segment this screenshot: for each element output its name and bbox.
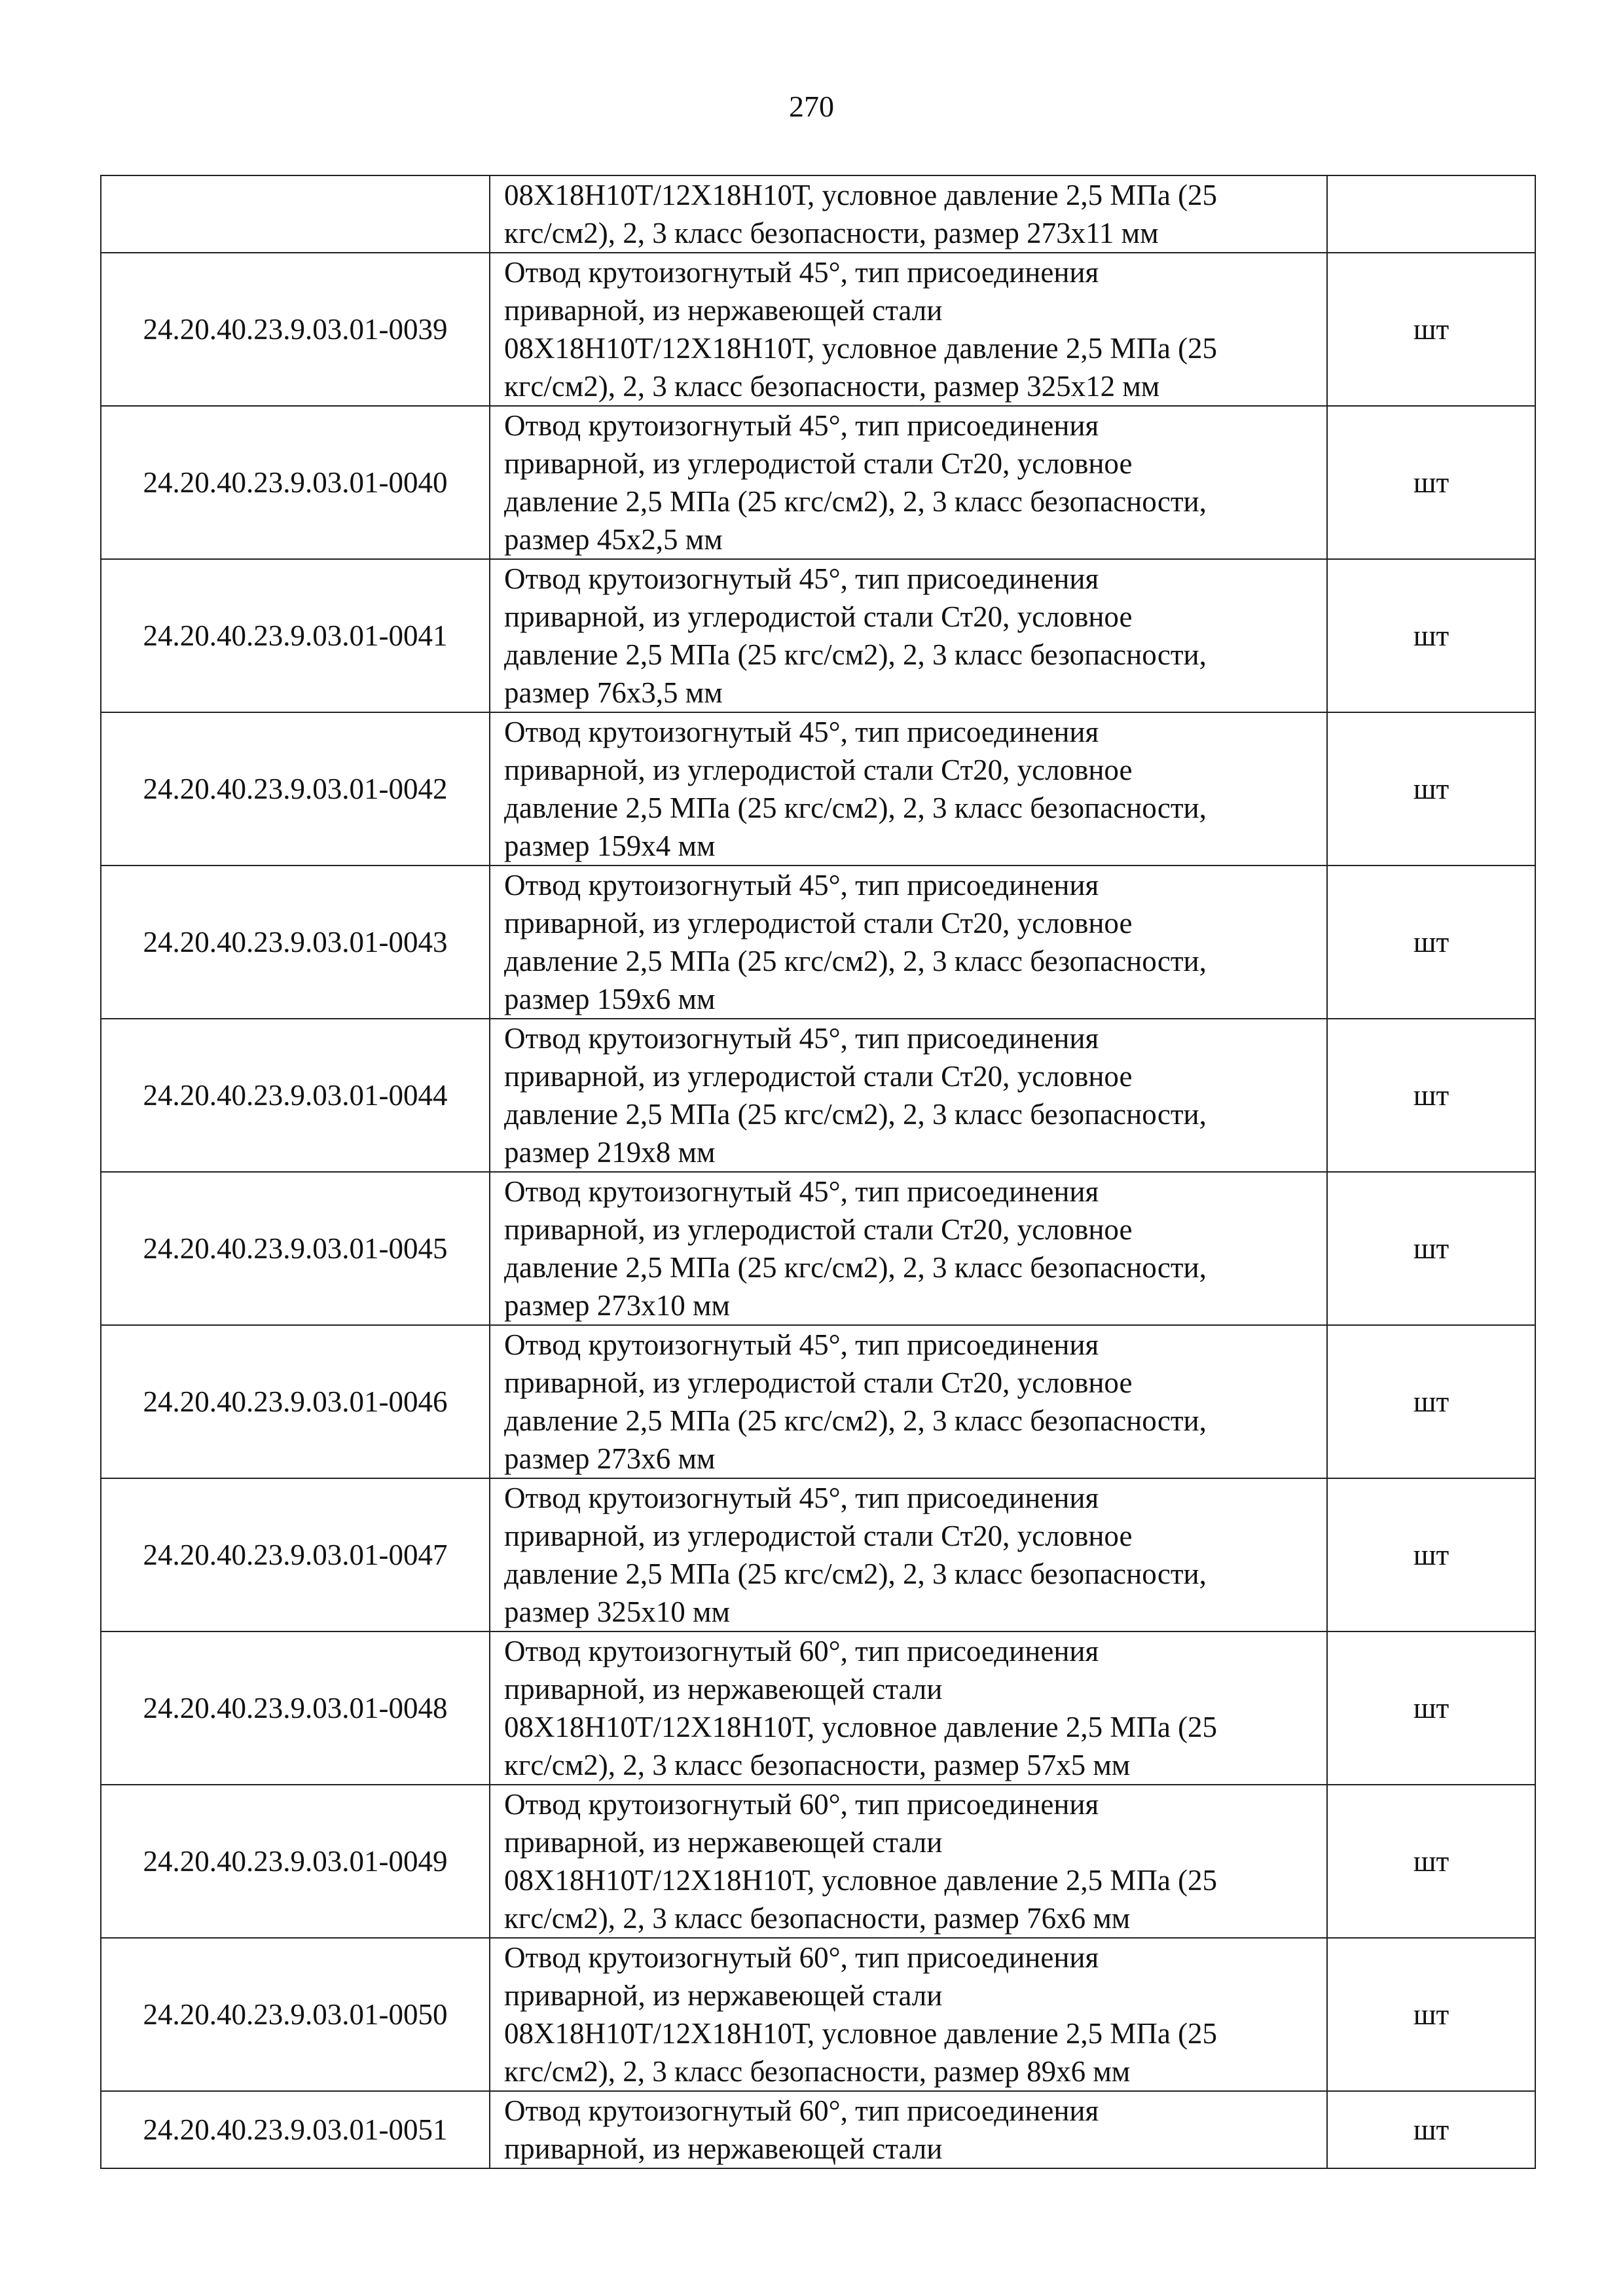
item-code-cell: 24.20.40.23.9.03.01-0050 (101, 1938, 490, 2091)
description-line: кгс/см2), 2, 3 класс безопасности, размер 57х5 мм (504, 1749, 1131, 1781)
table-row (101, 175, 1535, 253)
description-line: приварной, из нержавеющей стали (504, 1826, 943, 1859)
table-row (101, 2091, 1535, 2168)
unit-cell: шт (1327, 406, 1535, 559)
description-line: приварной, из нержавеющей стали (504, 1673, 943, 1705)
description-line: 08Х18Н10Т/12Х18Н10Т, условное давление 2,5 МПа (25 (504, 2017, 1218, 2050)
unit-cell: шт (1327, 712, 1535, 866)
page-number: 270 (789, 90, 834, 123)
item-description-cell (490, 253, 1327, 406)
description-line: приварной, из нержавеющей стали (504, 2132, 943, 2165)
table-row (101, 1631, 1535, 1785)
item-description-cell (490, 866, 1327, 1019)
description-line: размер 273х6 мм (504, 1442, 716, 1475)
table-row (101, 253, 1535, 406)
description-line: давление 2,5 МПа (25 кгс/см2), 2, 3 класс безопасности, (504, 1404, 1207, 1437)
table-row (101, 1785, 1535, 1938)
item-code-cell: 24.20.40.23.9.03.01-0044 (101, 1019, 490, 1172)
description-line: Отвод крутоизогнутый 45°, тип присоединения (504, 869, 1099, 902)
description-line: приварной, из углеродистой стали Ст20, условное (504, 907, 1133, 939)
description-line: Отвод крутоизогнутый 60°, тип присоединения (504, 1635, 1099, 1667)
item-code-cell: 24.20.40.23.9.03.01-0048 (101, 1631, 490, 1785)
description-line: приварной, из углеродистой стали Ст20, условное (504, 1213, 1133, 1246)
description-line: приварной, из углеродистой стали Ст20, условное (504, 600, 1133, 633)
item-code-cell: 24.20.40.23.9.03.01-0046 (101, 1325, 490, 1478)
item-code-cell: 24.20.40.23.9.03.01-0041 (101, 559, 490, 712)
unit-cell: шт (1327, 1478, 1535, 1631)
item-description-cell (490, 1785, 1327, 1938)
description-line: давление 2,5 МПа (25 кгс/см2), 2, 3 класс безопасности, (504, 1558, 1207, 1590)
specification-table (100, 175, 1536, 2169)
description-line: кгс/см2), 2, 3 класс безопасности, размер 273х11 мм (504, 217, 1159, 249)
item-description-cell (490, 175, 1327, 253)
item-code-cell: 24.20.40.23.9.03.01-0051 (101, 2091, 490, 2168)
description-line: размер 159х6 мм (504, 983, 716, 1015)
unit-cell: шт (1327, 1938, 1535, 2091)
unit-cell (1327, 175, 1535, 253)
description-line: приварной, из углеродистой стали Ст20, условное (504, 1366, 1133, 1399)
description-line: приварной, из углеродистой стали Ст20, условное (504, 754, 1133, 786)
item-description-cell (490, 712, 1327, 866)
table-row (101, 1325, 1535, 1478)
table-row (101, 712, 1535, 866)
unit-cell: шт (1327, 866, 1535, 1019)
item-description-cell (490, 1478, 1327, 1631)
item-description-cell (490, 1172, 1327, 1325)
item-description-cell (490, 2091, 1327, 2168)
unit-cell: шт (1327, 1785, 1535, 1938)
description-line: приварной, из углеродистой стали Ст20, условное (504, 447, 1133, 480)
item-description-cell (490, 1325, 1327, 1478)
unit-cell: шт (1327, 1019, 1535, 1172)
description-line: Отвод крутоизогнутый 45°, тип присоединения (504, 1022, 1099, 1055)
description-line: давление 2,5 МПа (25 кгс/см2), 2, 3 класс безопасности, (504, 792, 1207, 824)
description-line: размер 273х10 мм (504, 1289, 731, 1322)
unit-cell: шт (1327, 1631, 1535, 1785)
table-row (101, 1172, 1535, 1325)
item-description-cell (490, 1938, 1327, 2091)
description-line: Отвод крутоизогнутый 45°, тип присоединения (504, 1175, 1099, 1208)
description-line: давление 2,5 МПа (25 кгс/см2), 2, 3 класс безопасности, (504, 1251, 1207, 1284)
description-line: Отвод крутоизогнутый 45°, тип присоединения (504, 1328, 1099, 1361)
item-description-cell (490, 406, 1327, 559)
unit-cell: шт (1327, 559, 1535, 712)
description-line: размер 159х4 мм (504, 829, 716, 862)
description-line: 08Х18Н10Т/12Х18Н10Т, условное давление 2,5 МПа (25 (504, 179, 1218, 211)
item-code-cell: 24.20.40.23.9.03.01-0039 (101, 253, 490, 406)
specification-table-body (101, 175, 1535, 2168)
unit-cell: шт (1327, 2091, 1535, 2168)
table-row (101, 866, 1535, 1019)
item-code-cell: 24.20.40.23.9.03.01-0042 (101, 712, 490, 866)
description-line: Отвод крутоизогнутый 60°, тип присоединения (504, 2094, 1099, 2127)
description-line: давление 2,5 МПа (25 кгс/см2), 2, 3 класс безопасности, (504, 1098, 1207, 1131)
description-line: размер 76х3,5 мм (504, 676, 723, 709)
table-row (101, 1019, 1535, 1172)
item-code-cell: 24.20.40.23.9.03.01-0049 (101, 1785, 490, 1938)
description-line: 08Х18Н10Т/12Х18Н10Т, условное давление 2,5 МПа (25 (504, 332, 1218, 365)
description-line: приварной, из углеродистой стали Ст20, условное (504, 1520, 1133, 1552)
item-code-cell: 24.20.40.23.9.03.01-0047 (101, 1478, 490, 1631)
unit-cell: шт (1327, 1172, 1535, 1325)
description-line: 08Х18Н10Т/12Х18Н10Т, условное давление 2,5 МПа (25 (504, 1711, 1218, 1743)
item-code-cell: 24.20.40.23.9.03.01-0045 (101, 1172, 490, 1325)
description-line: Отвод крутоизогнутый 45°, тип присоединения (504, 562, 1099, 595)
description-line: Отвод крутоизогнутый 45°, тип присоединения (504, 1482, 1099, 1514)
description-line: Отвод крутоизогнутый 60°, тип присоединения (504, 1788, 1099, 1821)
table-row (101, 559, 1535, 712)
description-line: размер 45х2,5 мм (504, 523, 723, 556)
description-line: Отвод крутоизогнутый 45°, тип присоединения (504, 256, 1099, 289)
description-line: Отвод крутоизогнутый 60°, тип присоединения (504, 1941, 1099, 1974)
description-line: Отвод крутоизогнутый 45°, тип присоединения (504, 716, 1099, 748)
description-line: размер 219х8 мм (504, 1136, 716, 1169)
description-line: приварной, из нержавеющей стали (504, 1979, 943, 2012)
description-line: приварной, из углеродистой стали Ст20, условное (504, 1060, 1133, 1093)
table-row (101, 1478, 1535, 1631)
description-line: Отвод крутоизогнутый 45°, тип присоединения (504, 409, 1099, 442)
description-line: кгс/см2), 2, 3 класс безопасности, размер 89х6 мм (504, 2055, 1131, 2088)
item-description-cell (490, 559, 1327, 712)
description-line: 08Х18Н10Т/12Х18Н10Т, условное давление 2,5 МПа (25 (504, 1864, 1218, 1897)
table-row (101, 406, 1535, 559)
unit-cell: шт (1327, 253, 1535, 406)
item-code-cell (101, 175, 490, 253)
description-line: давление 2,5 МПа (25 кгс/см2), 2, 3 класс безопасности, (504, 638, 1207, 671)
description-line: приварной, из нержавеющей стали (504, 294, 943, 327)
item-code-cell: 24.20.40.23.9.03.01-0040 (101, 406, 490, 559)
table-row (101, 1938, 1535, 2091)
description-line: кгс/см2), 2, 3 класс безопасности, размер 76х6 мм (504, 1902, 1131, 1935)
description-line: давление 2,5 МПа (25 кгс/см2), 2, 3 класс безопасности, (504, 485, 1207, 518)
unit-cell: шт (1327, 1325, 1535, 1478)
description-line: размер 325х10 мм (504, 1595, 731, 1628)
item-code-cell: 24.20.40.23.9.03.01-0043 (101, 866, 490, 1019)
item-description-cell (490, 1019, 1327, 1172)
description-line: кгс/см2), 2, 3 класс безопасности, размер 325х12 мм (504, 370, 1160, 403)
item-description-cell (490, 1631, 1327, 1785)
description-line: давление 2,5 МПа (25 кгс/см2), 2, 3 класс безопасности, (504, 945, 1207, 977)
